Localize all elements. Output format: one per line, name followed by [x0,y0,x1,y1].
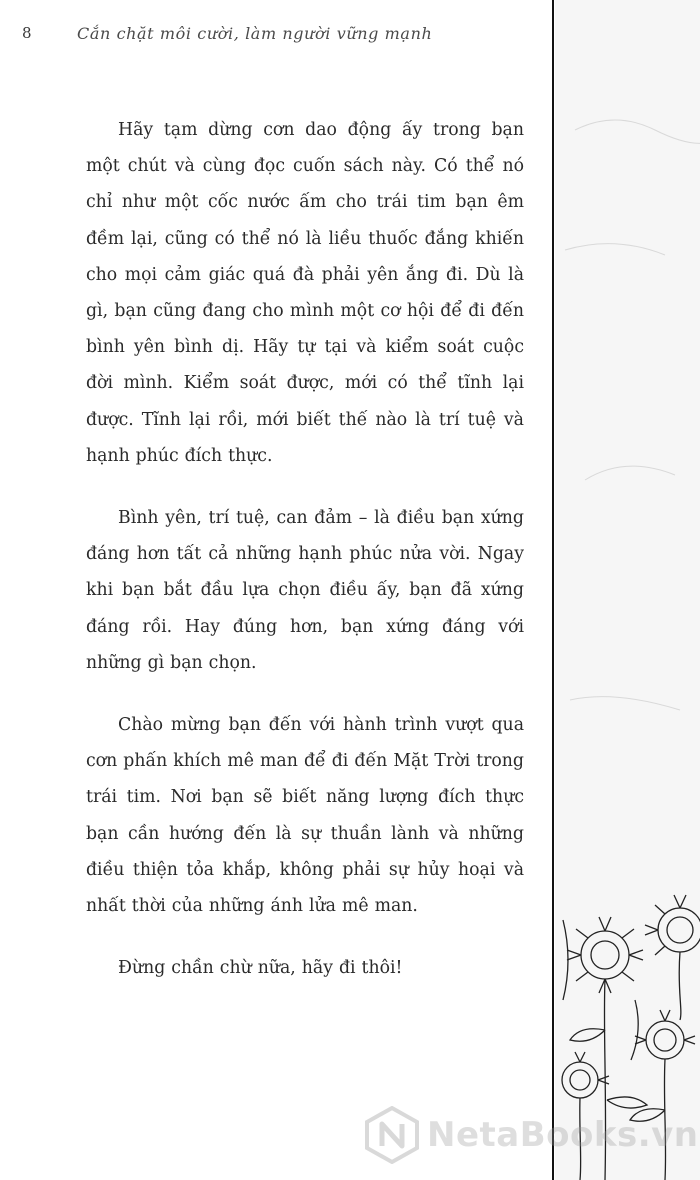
paragraph: Bình yên, trí tuệ, can đảm – là điều bạn xứng đáng hơn tất cả những hạnh phúc nửa vời. Ngay khi bạn bắt đầu lựa chọn điều ấy, bạn đã xứng đáng rồi. Hay đúng hơn, bạn xứng đáng với những gì bạn chọn. [86,508,524,673]
page-number: 8 [22,24,32,42]
paragraph: Hãy tạm dừng cơn dao động ấy trong bạn một chút và cùng đọc cuốn sách này. Có thể nó chỉ như một cốc nước ấm cho trái tim bạn êm đềm lại, cũng có thể nó là liều thuốc đắng khiến cho mọi cảm giác quá đà phải yên ắng đi. Dù là gì, bạn cũng đang cho mình một cơ hội để đi đến bình yên bình dị. Hãy tự tại và kiểm soát cuộc đời mình. Kiểm soát được, mới có thể tĩnh lại được. Tĩnh lại rồi, mới biết thế nào là trí tuệ và hạnh phúc đích thực. [86,120,524,466]
running-title: Cắn chặt môi cười, làm người vững mạnh [77,23,433,43]
facing-page-illustration [555,0,700,1180]
page-header [22,18,533,48]
netabooks-logo-icon [365,1106,419,1164]
watermark [365,1103,698,1167]
page-spine-divider [552,0,554,1180]
paragraph: Đừng chần chừ nữa, hãy đi thôi! [118,958,403,979]
sunflower-illustration [555,0,700,1180]
body-text [86,112,524,1012]
watermark-text: NetaBooks.vn [427,1115,699,1155]
paragraph: Chào mừng bạn đến với hành trình vượt qua cơn phấn khích mê man để đi đến Mặt Trời trong trái tim. Nơi bạn sẽ biết năng lượng đích thực bạn cần hướng đến là sự thuần lành và những điều thiện tỏa khắp, không phải sự hủy hoại và nhất thời của những ánh lửa mê man. [86,715,524,917]
